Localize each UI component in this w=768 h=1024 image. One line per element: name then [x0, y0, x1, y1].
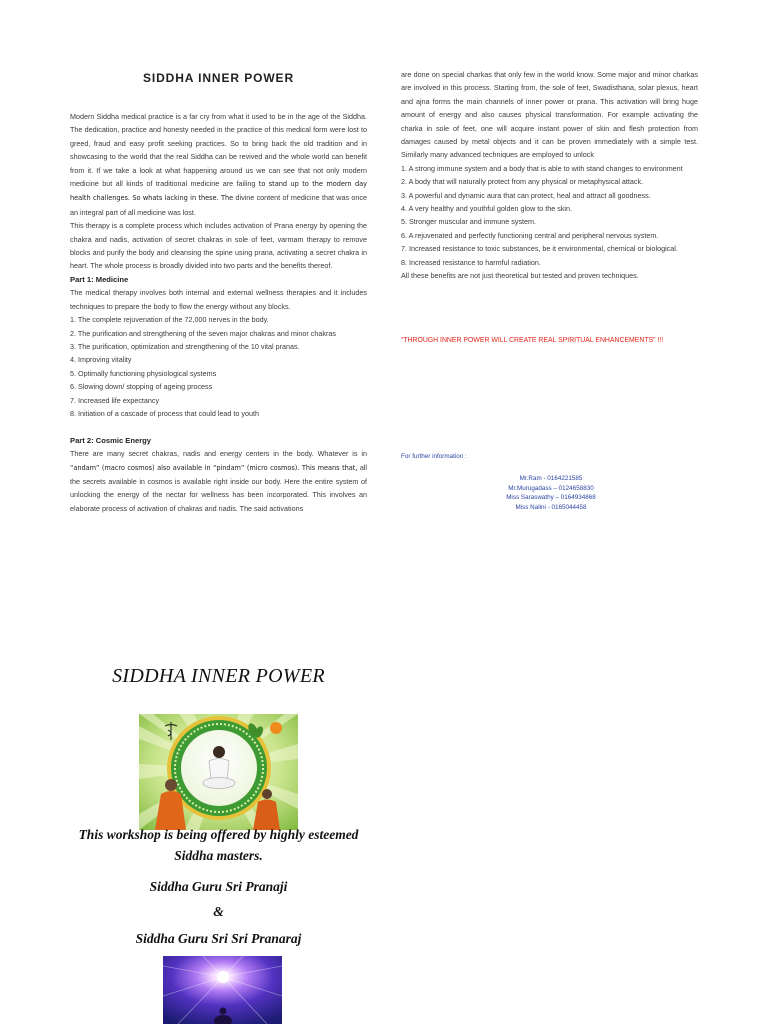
part1-paragraph: The medical therapy involves both internal and external wellness therapies and it includes techniques to prepare the body to flow the energy without any blocks.: [70, 288, 367, 311]
benefit-list-item: 6. A rejuvenated and perfectly functioning central and peripheral nervous system.: [401, 230, 659, 240]
part1-list-item: 4. Improving vitality: [70, 355, 132, 365]
part2-paragraph: [70, 447, 367, 515]
intro-paragraph: [70, 110, 367, 219]
benefit-list-item: 7. Increased resistance to toxic substances, be it environmental, chemical or biological.: [401, 244, 678, 254]
intro-text-end: divine content of medicine that was once an integral part of all medicine was lost.: [70, 193, 368, 217]
benefit-list-item: 2. A body that will naturally protect from any physical or metaphysical attack.: [401, 177, 644, 187]
intro-text-highlight: to stand up to the modern day health challenges. So whats lacking in these. The: [70, 180, 368, 203]
part1-list-item: 2. The purification and strengthening of the seven major chakras and minor chakras: [70, 328, 336, 338]
part1-list-item: 5. Optimally functioning physiological systems: [70, 368, 217, 378]
ampersand: &: [213, 904, 224, 919]
contact-entry: Mr.Ram - 0164221585: [519, 475, 583, 482]
glowing-orb: [217, 971, 229, 983]
continuation-paragraph: are done on special charkas that only few in the world know. Some major and minor charkas are involved in this process. Starting from, the sole of feet, Swadisthana, solar plexus, heart and ajna forms the main channels of inner power or prana. This activation will bring huge amount of energy and also causes physical transformation. For example activating the charka in sole of feet, one will acquire instant power of skin and flesh protection from damages caused by metal objects and it can be proven immediately with a simple test. Similarly many advanced techniques are employed to unlock: [401, 70, 698, 160]
article-title: SIDDHA INNER POWER: [142, 71, 295, 85]
contact-list: [401, 474, 701, 512]
workshop-offered-text: This workshop is being offered by highly esteemed: [78, 827, 359, 842]
meditation-glow-image: [163, 956, 282, 1024]
section-spacer: [70, 420, 367, 433]
contact-entry: Miss Saraswathy – 0164934868: [506, 494, 596, 501]
left-column-body: [70, 110, 367, 515]
part1-list-item: 7. Increased life expectancy: [70, 395, 160, 405]
further-info-label: For further information :: [401, 453, 467, 460]
fruit-icon: [270, 722, 282, 734]
benefit-list-item: 3. A powerful and dynamic aura that can protect, heal and attract all goodness.: [401, 190, 651, 200]
part1-list-item: 6. Slowing down/ stopping of ageing process: [70, 382, 213, 392]
part1-heading: Part 1: Medicine: [70, 274, 129, 284]
benefit-list-item: 5. Stronger muscular and immune system.: [401, 217, 537, 227]
therapy-paragraph: This therapy is a complete process which includes activation of Prana energy by opening the chakra and nadis, activation of secret chakras in sole of feet, varmam therapy to remove blocks and purify the body and cleansing the spine using prana, activating a secret chakra in heart. The whole process is broadly divided into two parts and the benefits thereof.: [70, 221, 367, 271]
workshop-offered-text: Siddha masters.: [174, 848, 263, 863]
closing-paragraph: All these benefits are not just theoretical but tested and proven techniques.: [401, 271, 639, 281]
siddha-logo-image: [139, 714, 298, 830]
part1-list-item: 1. The complete rejuvenation of the 72,000 nerves in the body.: [70, 315, 269, 325]
intro-text: Modern Siddha medical practice is a far cry from what it used to be in the age of the Siddha. The dedication, practice and honesty needed in the practice of this medical form were lost to greed, fraud and easy profit seeking practices. So to bring back the old tradition and in showcasing to the world that the real Siddha can be revived and the whole world can benefit from it. If we take a look at what happening around us we can see that not only modern medicine but all kinds of traditional medicine are failing: [70, 112, 367, 189]
right-column-body: [401, 68, 698, 283]
benefit-list-item: 1. A strong immune system and a body that is able to with stand changes to environment: [401, 163, 683, 173]
part2-text-highlight: “andam” (macro cosmos) also available in “pindam” (micro cosmos). This means that,: [70, 463, 358, 472]
benefit-list-item: 4. A very healthy and youthful golden glow to the skin.: [401, 204, 573, 214]
part2-text-end: all the secrets available in cosmos is available right inside our body. Here the entire system of unlocking the energy of the nectar for wellness has been incorporated. This involves an elaborate process of activation of chakras and nadis. The said activations: [70, 462, 368, 513]
slogan-text: “THROUGH INNER POWER WILL CREATE REAL SPIRITUAL ENHANCEMENTS” !!!: [401, 337, 664, 344]
workshop-title: SIDDHA INNER POWER: [112, 665, 325, 687]
part1-list-item: 8. Initiation of a cascade of process that could lead to youth: [70, 408, 259, 418]
contact-entry: Mr.Murugadass – 0124658830: [508, 484, 594, 492]
guru-name: Siddha Guru Sri Sri Pranaraj: [135, 931, 302, 946]
contact-entry: Miss Nalini - 0165044458: [515, 503, 587, 511]
part1-list-item: 3. The purification, optimization and strengthening of the 10 vital pranas.: [70, 341, 300, 351]
benefit-list-item: 8. Increased resistance to harmful radiation.: [401, 257, 541, 267]
part2-heading: Part 2: Cosmic Energy: [70, 435, 152, 445]
guru-name: Siddha Guru Sri Pranaji: [149, 879, 288, 894]
part2-text: There are many secret chakras, nadis and energy centers in the body. Whatever is in: [70, 449, 367, 459]
